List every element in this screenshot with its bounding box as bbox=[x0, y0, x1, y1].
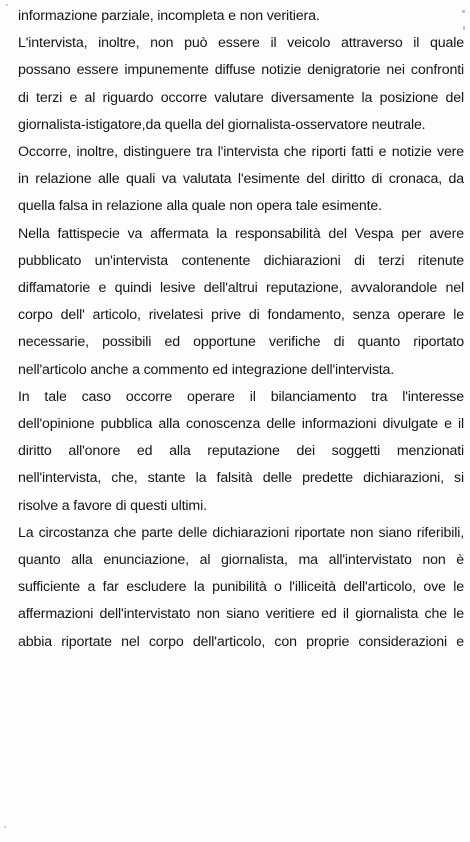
text-line: L'intervista, inoltre, non può essere il veicolo attraverso il quale bbox=[18, 35, 464, 52]
text-line: nell'articolo anche a commento ed integrazione dell'intervista. bbox=[18, 361, 395, 378]
text-line: quanto alla enunciazione, al giornalista, ma all'intervistato non è bbox=[18, 552, 464, 569]
text-line: nell'intervista, che, stante la falsità delle predette dichiarazioni, si bbox=[18, 470, 464, 487]
text-line: Occorre, inoltre, distinguere tra l'intervista che riporti fatti e notizie vere bbox=[18, 144, 464, 161]
scan-speck bbox=[4, 826, 6, 828]
text-line: Nella fattispecie va affermata la responsabilità del Vespa per avere bbox=[18, 225, 464, 242]
paragraph bbox=[18, 221, 464, 384]
text-line: necessarie, possibili ed opportune verifiche di quanto riportato bbox=[18, 334, 464, 351]
paragraph bbox=[18, 384, 464, 520]
text-line: diritto all'onore ed alla reputazione dei soggetti menzionati bbox=[18, 443, 464, 460]
text-line: La circostanza che parte delle dichiarazioni riportate non siano riferibili, bbox=[18, 524, 464, 541]
text-line: affermazioni dell'intervistato non siano veritiere ed il giornalista che le bbox=[18, 606, 464, 623]
paragraph bbox=[18, 30, 464, 139]
document-body bbox=[18, 3, 464, 656]
paragraph bbox=[18, 3, 464, 30]
text-line: pubblicato un'intervista contenente dichiarazioni di terzi ritenute bbox=[18, 252, 464, 269]
text-line: dell'opinione pubblica alla conoscenza delle informazioni divulgate e il bbox=[18, 416, 464, 433]
text-line: diffamatorie e quindi lesive dell'altrui reputazione, avvalorandole nel bbox=[18, 280, 464, 297]
text-line: di terzi e al riguardo occorre valutare diversamente la posizione del bbox=[18, 89, 464, 106]
text-line: informazione parziale, incompleta e non veritiera. bbox=[18, 8, 320, 24]
text-line: risolve a favore di questi ultimi. bbox=[18, 497, 207, 514]
text-line: in relazione alle quali va valutata l'esimente del diritto di cronaca, da bbox=[18, 171, 464, 188]
paragraph bbox=[18, 139, 464, 221]
text-line: abbia riportate nel corpo dell'articolo, con proprie considerazioni e bbox=[18, 633, 464, 650]
scan-speck bbox=[6, 4, 8, 6]
text-line: corpo dell' articolo, rivelatesi prive di fondamento, senza operare le bbox=[18, 307, 464, 324]
text-line: In tale caso occorre operare il bilanciamento tra l'interesse bbox=[18, 388, 464, 405]
text-line: sufficiente a far escludere la punibilità o l'illiceità dell'articolo, ove le bbox=[18, 579, 464, 596]
text-line: possano essere impunemente diffuse notizie denigratorie nei confronti bbox=[18, 62, 464, 79]
text-line: giornalista-istigatore,da quella del giornalista-osservatore neutrale. bbox=[18, 116, 426, 133]
paragraph bbox=[18, 520, 464, 656]
text-line: quella falsa in relazione alla quale non opera tale esimente. bbox=[18, 198, 382, 215]
